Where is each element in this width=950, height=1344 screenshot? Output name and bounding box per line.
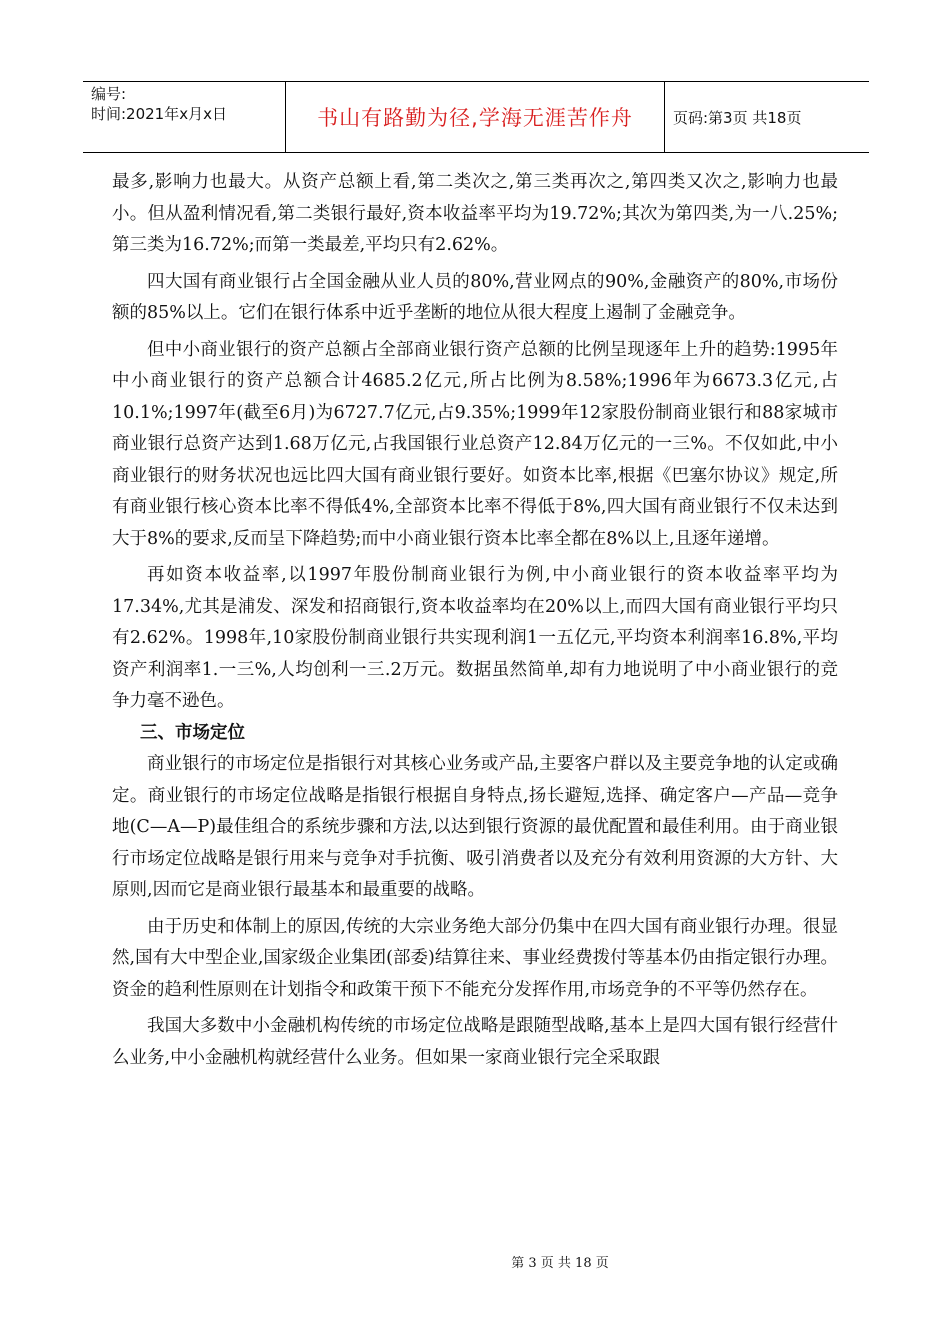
section-paragraph: 由于历史和体制上的原因,传统的大宗业务绝大部分仍集中在四大国有商业银行办理。很显然,国有大中型企业,国家级企业集团(部委)结算往来、事业经费拨付等基本仍由指定银行办理。资金的趋利性原则在计划指令和政策干预下不能充分发挥作用,市场竞争的不平等仍然存在。 <box>112 916 838 1000</box>
footer-page-number: 第 3 页 共 18 页 <box>511 1256 609 1271</box>
section-paragraph: 商业银行的市场定位是指银行对其核心业务或产品,主要客户群以及主要竞争地的认定或确定。商业银行的市场定位战略是指银行根据自身特点,扬长避短,选择、确定客户—产品—竞争地(C—A—P)最佳组合的系统步骤和方法,以达到银行资源的最优配置和最佳利用。由于商业银行市场定位战略是银行用来与竞争对手抗衡、吸引消费者以及充分有效利用资源的大方针、大原则,因而它是商业银行最基本和最重要的战略。 <box>112 754 838 900</box>
header-motto: 书山有路勤为径,学海无涯苦作舟 <box>317 106 633 130</box>
header-motto-cell <box>285 82 665 152</box>
section-title: 三、市场定位 <box>140 722 245 743</box>
header-meta <box>83 82 285 152</box>
header-page-code-cell <box>665 82 869 152</box>
body-paragraph: 再如资本收益率,以1997年股份制商业银行为例,中小商业银行的资本收益率平均为17.34%,尤其是浦发、深发和招商银行,资本收益率均在20%以上,而四大国有商业银行平均只有2.62%。1998年,10家股份制商业银行共实现利润1一五亿元,平均资本利润率16.8%,平均资产利润率1.一三%,人均创利一三.2万元。数据虽然简单,却有力地说明了中小商业银行的竞争力毫不逊色。 <box>112 565 838 711</box>
body-paragraph: 四大国有商业银行占全国金融从业人员的80%,营业网点的90%,金融资产的80%,市场份额的85%以上。它们在银行体系中近乎垄断的地位从很大程度上遏制了金融竞争。 <box>112 271 838 323</box>
page-footer <box>0 1252 950 1271</box>
body-paragraph: 最多,影响力也最大。从资产总额上看,第二类次之,第三类再次之,第四类又次之,影响力也最小。但从盈利情况看,第二类银行最好,资本收益率平均为19.72%;其次为第四类,为一八.25%;第三类为16.72%;而第一类最差,平均只有2.62%。 <box>112 172 838 255</box>
document-body <box>112 167 838 1074</box>
document-time-label: 时间:2021年x月x日 <box>91 105 227 123</box>
document-number-label: 编号: <box>91 85 127 103</box>
header-page-code: 页码:第3页 共18页 <box>673 108 802 127</box>
section-paragraph: 我国大多数中小金融机构传统的市场定位战略是跟随型战略,基本上是四大国有银行经营什么业务,中小金融机构就经营什么业务。但如果一家商业银行完全采取跟 <box>112 1016 838 1068</box>
body-paragraph: 但中小商业银行的资产总额占全部商业银行资产总额的比例呈现逐年上升的趋势:1995年中小商业银行的资产总额合计4685.2亿元,所占比例为8.58%;1996年为6673.3亿元,占10.1%;1997年(截至6月)为6727.7亿元,占9.35%;1999年12家股份制商业银行和88家城市商业银行总资产达到1.68万亿元,占我国银行业总资产12.84万亿元的一三%。不仅如此,中小商业银行的财务状况也远比四大国有商业银行要好。如资本比率,根据《巴塞尔协议》规定,所有商业银行核心资本比率不得低4%,全部资本比率不得低于8%,四大国有商业银行不仅未达到大于8%的要求,反而呈下降趋势;而中小商业银行资本比率全都在8%以上,且逐年递增。 <box>112 339 838 549</box>
document-header <box>83 81 869 153</box>
